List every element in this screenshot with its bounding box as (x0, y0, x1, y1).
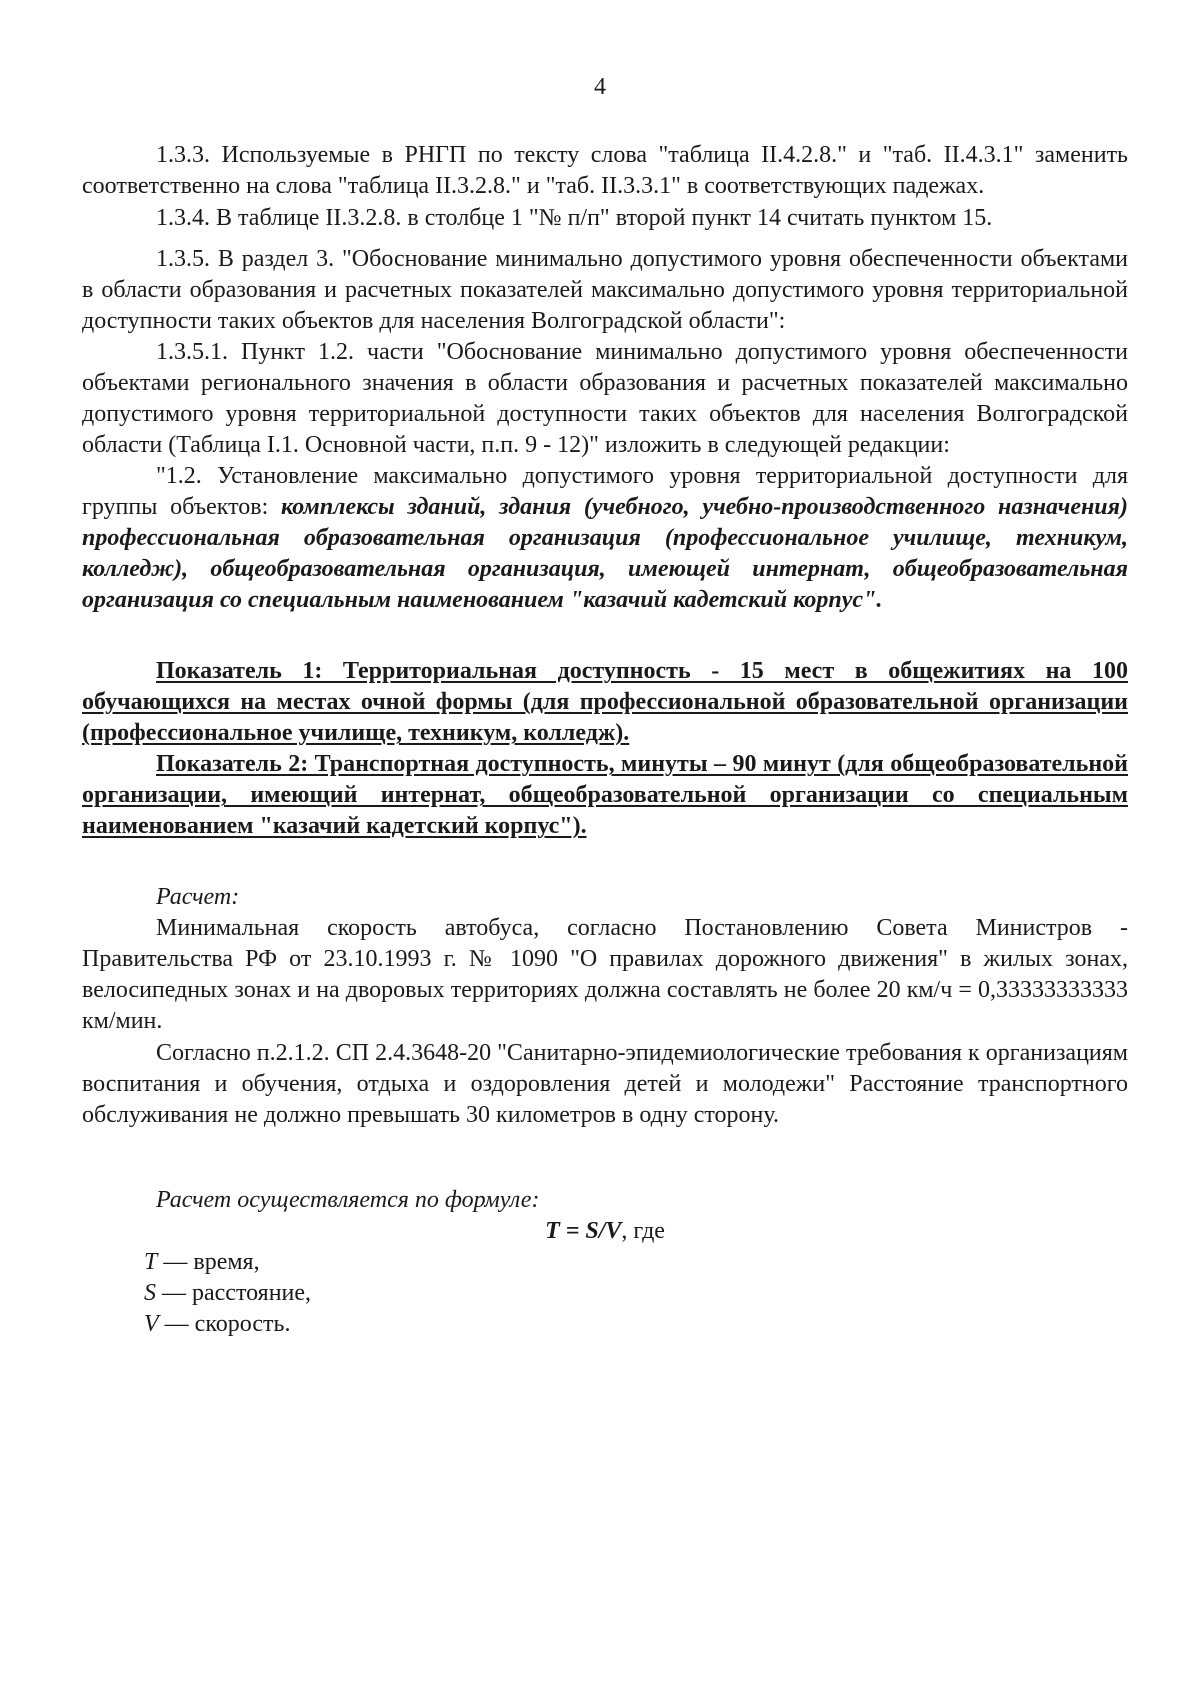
paragraph-1-3-5-1: 1.3.5.1. Пункт 1.2. части "Обоснование минимально допустимого уровня обеспеченности объектами регионального значения в области образования и расчетных показателей максимально допустимого уровня территориальной доступности таких объектов для населения Волгоградской области (Таблица I.1. Основной части, п.п. 9 - 12)" изложить в следующей редакции: (82, 339, 1128, 458)
formula (82, 1216, 1128, 1247)
formula-suffix: , где (621, 1218, 665, 1244)
paragraph-1-2-new-wording (82, 461, 1128, 616)
paragraph-bus-speed: Минимальная скорость автобуса, согласно Постановлению Совета Министров - Правительства РФ от 23.10.1993 г. № 1090 "О правилах дорожного движения" в жилых зонах, велосипедных зонах и на дворовых территориях должна составлять не более 20 км/ч = 0,33333333333 км/мин. (82, 915, 1128, 1034)
indicator-2: Показатель 2: Транспортная доступность, минуты – 90 минут (для общеобразовательной организации, имеющий интернат, общеобразовательной организации со специальным наименованием "казачий кадетский корпус"). (82, 751, 1128, 839)
paragraph-1-2-plain-text: "1.2. Установление максимально допустимого уровня территориальной доступности для группы объектов: (82, 463, 1128, 520)
paragraph-sp-requirements: Согласно п.2.1.2. СП 2.4.3648-20 "Санитарно-эпидемиологические требования к организациям воспитания и обучения, отдыха и оздоровления детей и молодежи" Расстояние транспортного обслуживания не должно превышать 30 километров в одну сторону. (82, 1040, 1128, 1128)
definition-time (82, 1247, 1128, 1278)
calculation-heading: Расчет: (156, 884, 240, 910)
definition-text: — скорость. (158, 1311, 291, 1337)
definition-text: — время, (157, 1249, 260, 1275)
paragraph-1-3-3: 1.3.3. Используемые в РНГП по тексту слова "таблица II.4.2.8." и "таб. II.4.3.1" заменить соответственно на слова "таблица II.3.2.8." и "таб. II.3.3.1" в соответствующих падежах. (82, 142, 1128, 199)
document-body (82, 140, 1128, 1340)
definition-text: — расстояние, (156, 1280, 312, 1306)
definition-symbol: S (144, 1280, 156, 1306)
definition-distance (82, 1278, 1128, 1309)
formula-expression: T = S/V (545, 1218, 622, 1244)
definition-symbol: V (144, 1311, 159, 1337)
definition-speed (82, 1309, 1128, 1340)
paragraph-1-2-bold-text: комплексы зданий, здания (учебного, учебно-производственного назначения) профессиональная образовательная организация (профессиональное училище, техникум, колледж), общеобразовательная организация, имеющей интернат, общеобразовательная организация со специальным наименованием "казачий кадетский корпус". (82, 494, 1128, 613)
formula-intro: Расчет осуществляется по формуле: (156, 1187, 540, 1213)
paragraph-1-3-4: 1.3.4. В таблице II.3.2.8. в столбце 1 "№ п/п" второй пункт 14 считать пунктом 15. (156, 205, 993, 231)
paragraph-1-3-5: 1.3.5. В раздел 3. "Обоснование минимально допустимого уровня обеспеченности объектами в области образования и расчетных показателей максимально допустимого уровня территориальной доступности таких объектов для населения Волгоградской области": (82, 246, 1128, 334)
definition-symbol: T (144, 1249, 158, 1275)
indicator-1: Показатель 1: Территориальная доступность - 15 мест в общежитиях на 100 обучающихся на местах очной формы (для профессиональной образовательной организации (профессиональное училище, техникум, колледж). (82, 658, 1128, 746)
page-number: 4 (594, 74, 606, 100)
